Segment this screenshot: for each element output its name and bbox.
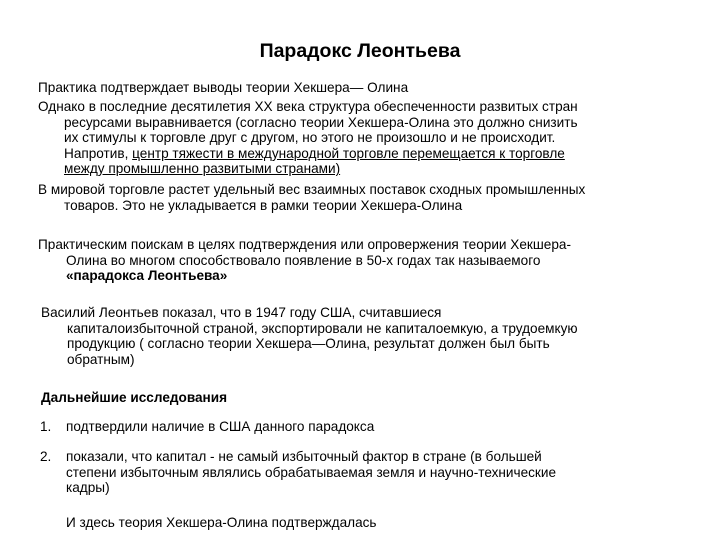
paragraph-line: Василий Леонтьев показал, что в 1947 году США, считавшиеся xyxy=(41,305,442,320)
paradox-term: «парадокса Леонтьева» xyxy=(66,268,228,283)
paragraph-line: В мировой торговле растет удельный вес взаимных поставок сходных промышленных xyxy=(38,182,586,197)
list-number: 2. xyxy=(40,449,52,464)
paragraph-line xyxy=(38,146,708,162)
paragraph-line: товаров. Это не укладывается в рамки теории Хекшера-Олина xyxy=(64,197,463,213)
underlined-text: между промышленно развитыми странами) xyxy=(64,161,341,176)
paragraph-line: их стимулы к торговле друг с другом, но этого не произошло и не происходит. xyxy=(64,130,556,145)
paragraph-leontief xyxy=(41,305,711,367)
page-title: Парадокс Леонтьева xyxy=(259,40,461,62)
underlined-text: центр тяжести в международной торговле перемещается к торговле xyxy=(132,145,565,161)
list-item-line: степени избыточным являлись обрабатываемая земля и научно-технические xyxy=(66,464,557,480)
paragraph-line: Однако в последние десятилетия XX века структура обеспеченности развитых стран xyxy=(38,99,578,114)
paragraph-practice: Практика подтверждает выводы теории Хекшера— Олина xyxy=(38,80,409,95)
paragraph-world-trade xyxy=(38,182,708,213)
list-item xyxy=(66,449,556,496)
paragraph-line: обратным) xyxy=(67,351,135,367)
section-heading: Дальнейшие исследования xyxy=(41,390,228,405)
paragraph-line: ресурсами выравнивается (согласно теории Хекшера-Олина это должно снизить xyxy=(64,114,578,130)
paragraph-practical-search xyxy=(38,237,708,284)
closing-statement: И здесь теория Хекшера-Олина подтверждалась xyxy=(66,515,377,530)
list-number: 1. xyxy=(40,419,52,434)
paragraph-line: Практическим поискам в целях подтверждения или опровержения теории Хекшера- xyxy=(38,237,571,252)
list-item-line: показали, что капитал - не самый избыточный фактор в стране (в большей xyxy=(66,449,542,464)
paragraph-line: капиталоизбыточной страной, экспортировали не капиталоемкую, а трудоемкую xyxy=(67,320,578,336)
paragraph-however xyxy=(38,99,708,177)
list-item-line: кадры) xyxy=(66,480,110,495)
text-segment: Напротив, xyxy=(64,145,133,161)
paragraph-line: продукцию ( согласно теории Хекшера—Олина, результат должен был быть xyxy=(67,336,550,351)
list-item: подтвердили наличие в США данного парадокса xyxy=(66,419,375,434)
paragraph-line: Олина во многом способствовало появление в 50-х годах так называемого xyxy=(66,252,541,268)
